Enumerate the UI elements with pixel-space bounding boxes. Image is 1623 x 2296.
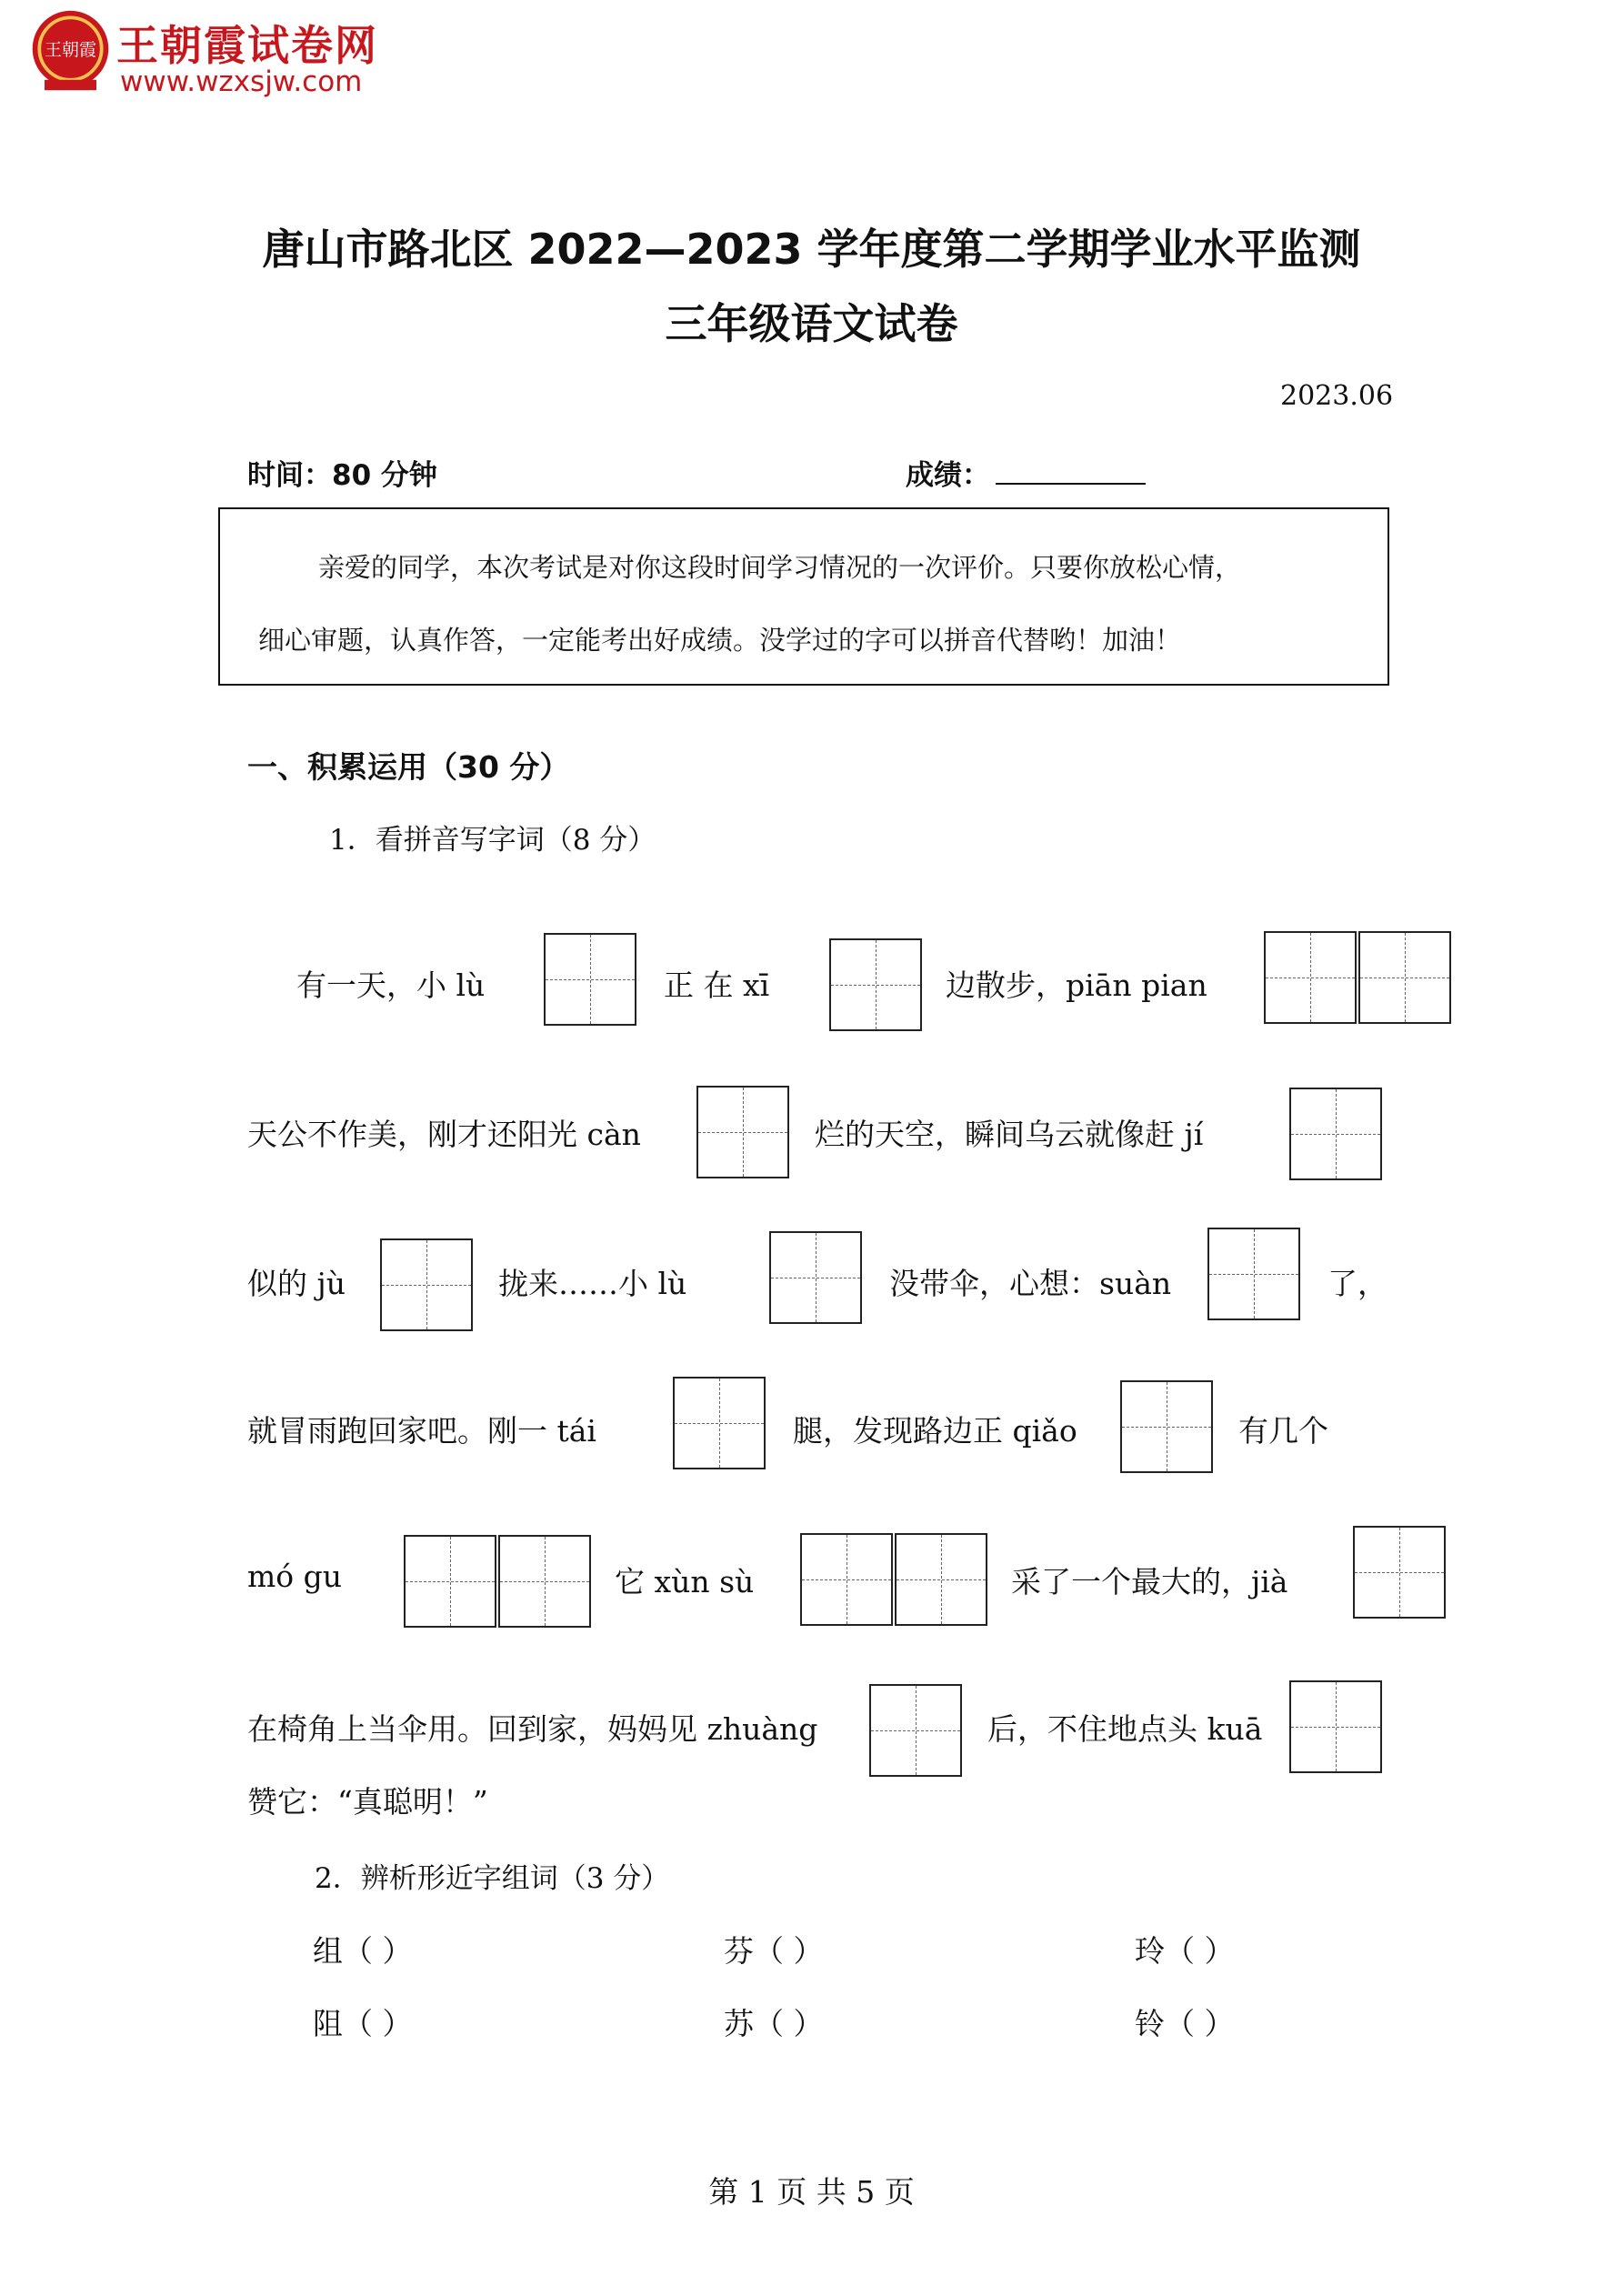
q1-row4-text-b: 腿，发现路边正 qiǎo	[793, 1413, 1077, 1449]
q1-row3-text-a: 似的 jù	[247, 1266, 346, 1301]
answer-box[interactable]	[673, 1377, 766, 1469]
q2-item[interactable]: 阻（ ）	[313, 2006, 413, 2041]
q2-item[interactable]: 组（ ）	[313, 1933, 413, 1969]
answer-box[interactable]	[1207, 1228, 1300, 1320]
q1-row7-text: 赞它：“真聪明！”	[247, 1784, 488, 1820]
score-blank[interactable]	[996, 457, 1146, 485]
answer-box[interactable]	[498, 1535, 591, 1628]
answer-box[interactable]	[1358, 931, 1451, 1024]
q2-item[interactable]: 苏（ ）	[724, 2006, 824, 2041]
answer-box[interactable]	[769, 1231, 862, 1324]
q1-row5-text-b: 它 xùn sù	[615, 1564, 755, 1599]
q1-row1-text-b: 正 在 xī	[664, 968, 770, 1003]
q1-row4-text-a: 就冒雨跑回家吧。刚一 tái	[247, 1413, 596, 1449]
answer-box[interactable]	[1264, 931, 1357, 1024]
q1-row3-text-c: 没带伞，心想：suàn	[889, 1266, 1172, 1301]
section-title: 一、积累运用（30 分）	[247, 749, 570, 785]
notice-line-2: 细心审题，认真作答，一定能考出好成绩。没学过的字可以拼音代替哟！加油！	[258, 625, 1182, 656]
score-field[interactable]	[906, 452, 1146, 493]
brand-name: 王朝霞试卷网	[116, 21, 378, 70]
q1-row5-text-c: 采了一个最大的，jià	[1011, 1564, 1288, 1599]
brand-url[interactable]: www.wzxsjw.com	[120, 65, 363, 98]
q1-row4-text-c: 有几个	[1238, 1413, 1328, 1449]
answer-box[interactable]	[1289, 1680, 1382, 1773]
answer-box[interactable]	[869, 1684, 962, 1777]
q1-row3-text-d: 了，	[1327, 1266, 1388, 1301]
exam-title: 唐山市路北区 2022—2023 学年度第二学期学业水平监测	[262, 225, 1361, 274]
answer-box[interactable]	[829, 938, 922, 1031]
notice-line-1: 亲爱的同学，本次考试是对你这段时间学习情况的一次评价。只要你放松心情，	[318, 552, 1242, 583]
q1-row5-text-a: mó gu	[247, 1559, 343, 1594]
q1-row1-text-a: 有一天，小 lù	[296, 968, 486, 1003]
answer-box-pair	[404, 1535, 593, 1628]
logo-seal-icon	[27, 7, 114, 94]
q1-row3-text-b: 拢来……小 lù	[498, 1266, 687, 1301]
answer-box[interactable]	[404, 1535, 496, 1628]
answer-box[interactable]	[895, 1533, 987, 1626]
answer-box[interactable]	[380, 1238, 473, 1331]
q1-row6-text-a: 在椅角上当伞用。回到家，妈妈见 zhuàng	[247, 1711, 818, 1747]
answer-box[interactable]	[1353, 1526, 1446, 1619]
q1-row6-text-b: 后，不住地点头 kuā	[987, 1711, 1263, 1747]
question-2-title: 2．辨析形近字组词（3 分）	[315, 1862, 670, 1895]
answer-box[interactable]	[800, 1533, 893, 1626]
score-label: 成绩：	[906, 459, 990, 492]
question-1-title: 1．看拼音写字词（8 分）	[329, 824, 656, 857]
answer-box[interactable]	[696, 1086, 789, 1178]
notice-box	[218, 507, 1389, 686]
svg-text:王朝霞: 王朝霞	[44, 40, 97, 61]
q1-row2-text-a: 天公不作美，刚才还阳光 càn	[247, 1117, 641, 1152]
answer-box[interactable]	[1120, 1380, 1213, 1473]
answer-box-pair	[1264, 931, 1453, 1024]
time-label: 时间：80 分钟	[247, 459, 437, 492]
q2-item[interactable]: 玲（ ）	[1135, 1933, 1235, 1969]
q2-item[interactable]: 铃（ ）	[1135, 2006, 1235, 2041]
exam-date: 2023.06	[1280, 380, 1394, 412]
q1-row2-text-b: 烂的天空，瞬间乌云就像赶 jí	[815, 1117, 1204, 1152]
page-number: 第 1 页 共 5 页	[708, 2174, 915, 2210]
answer-box[interactable]	[1289, 1088, 1382, 1180]
exam-subtitle: 三年级语文试卷	[665, 299, 958, 348]
answer-box-pair	[800, 1533, 989, 1626]
answer-box[interactable]	[544, 933, 636, 1026]
q1-row1-text-c: 边散步，piān pian	[946, 968, 1207, 1003]
q2-item[interactable]: 芬（ ）	[724, 1933, 824, 1969]
